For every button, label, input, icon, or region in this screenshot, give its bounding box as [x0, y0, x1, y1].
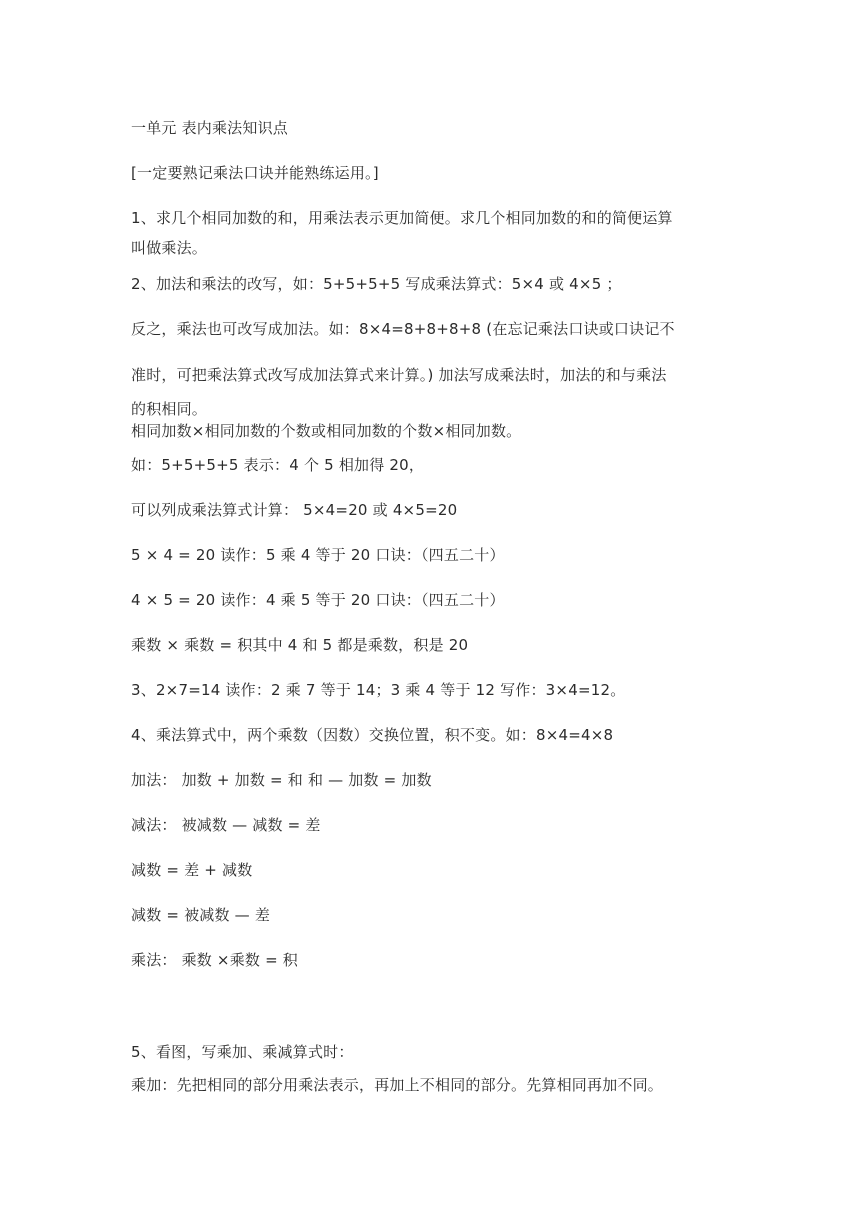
point-1-line-1: 1、求几个相同加数的和，用乘法表示更加简便。求几个相同加数的和的简便运算 — [131, 209, 673, 227]
reminder-line: [一定要熟记乘法口诀并能熟练运用。] — [131, 164, 379, 182]
multiply-add-line: 乘加：先把相同的部分用乘法表示，再加上不相同的部分。先算相同再加不同。 — [131, 1076, 664, 1094]
point-2-line-1: 2、加法和乘法的改写，如：5+5+5+5 写成乘法算式：5×4 或 4×5 ； — [131, 275, 622, 293]
subtraction-line: 减法： 被减数 — 减数 = 差 — [131, 816, 321, 834]
multiplication-line: 乘法： 乘数 ×乘数 = 积 — [131, 951, 299, 969]
point-3-line: 3、2×7=14 读作：2 乘 7 等于 14；3 乘 4 等于 12 写作：3×4=12。 — [131, 681, 626, 699]
terms-line: 乘数 × 乘数 = 积其中 4 和 5 都是乘数，积是 20 — [131, 636, 469, 654]
equation-line: 可以列成乘法算式计算： 5×4=20 或 4×5=20 — [131, 501, 458, 519]
addition-line: 加法： 加数 + 加数 = 和 和 — 加数 = 加数 — [131, 771, 432, 789]
point-2-line-3: 准时，可把乘法算式改写成加法算式来计算。) 加法写成乘法时，加法的和与乘法 — [131, 366, 667, 384]
point-1-line-2: 叫做乘法。 — [131, 239, 208, 257]
point-2-line-5: 相同加数×相同加数的个数或相同加数的个数×相同加数。 — [131, 422, 522, 440]
point-2-line-4: 的积相同。 — [131, 400, 208, 418]
example-line: 如：5+5+5+5 表示：4 个 5 相加得 20， — [131, 456, 425, 474]
point-2-line-2: 反之，乘法也可改写成加法。如：8×4=8+8+8+8 (在忘记乘法口诀或口诀记不 — [131, 320, 675, 338]
subtrahend-line-2: 减数 = 被减数 — 差 — [131, 906, 271, 924]
point-4-line: 4、乘法算式中，两个乘数（因数）交换位置，积不变。如：8×4=4×8 — [131, 726, 614, 744]
reading-line-1: 5 × 4 = 20 读作：5 乘 4 等于 20 口诀：（四五二十） — [131, 546, 505, 564]
subtrahend-line-1: 减数 = 差 + 减数 — [131, 861, 253, 879]
point-5-line: 5、看图，写乘加、乘减算式时： — [131, 1043, 354, 1061]
reading-line-2: 4 × 5 = 20 读作：4 乘 5 等于 20 口诀：（四五二十） — [131, 591, 505, 609]
section-title: 一单元 表内乘法知识点 — [131, 119, 288, 137]
